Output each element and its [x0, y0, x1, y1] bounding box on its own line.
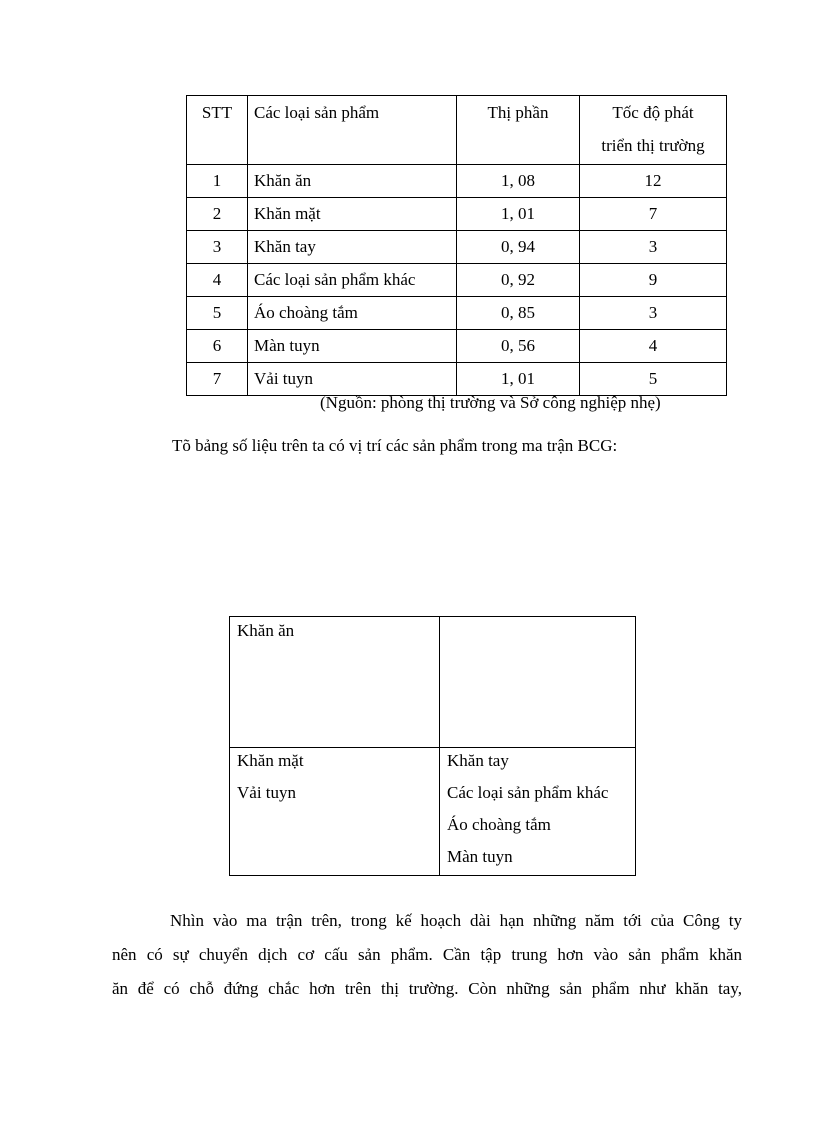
cell-market-growth: 3 [580, 231, 727, 264]
quadrant-item: Khăn mặt [237, 751, 304, 770]
cell-product-name: Khăn tay [248, 231, 457, 264]
cell-product-name: Màn tuyn [248, 330, 457, 363]
bcg-matrix [229, 616, 636, 876]
cell-market-share: 1, 08 [457, 165, 580, 198]
quadrant-item: Khăn ăn [237, 621, 295, 640]
header-market-share: Thị phần [457, 96, 580, 165]
header-market-growth [580, 96, 727, 165]
quadrant-item: Khăn tay [447, 751, 509, 770]
cell-market-growth: 4 [580, 330, 727, 363]
cell-market-growth: 7 [580, 198, 727, 231]
table-row [187, 198, 727, 231]
quadrant-bottom-right [447, 745, 608, 873]
cell-market-share: 1, 01 [457, 198, 580, 231]
matrix-vertical-divider [439, 617, 440, 875]
cell-market-growth: 12 [580, 165, 727, 198]
source-note: (Nguồn: phòng thị trường và Sở công nghiệp nhẹ) [320, 393, 661, 412]
cell-stt: 7 [187, 363, 248, 396]
cell-stt: 1 [187, 165, 248, 198]
cell-stt: 2 [187, 198, 248, 231]
cell-stt: 6 [187, 330, 248, 363]
quadrant-top-left [237, 615, 294, 647]
table-row [187, 363, 727, 396]
cell-product-name: Áo choàng tắm [248, 297, 457, 330]
quadrant-bottom-left [237, 745, 304, 809]
paragraph-line: ăn để có chỗ đứng chắc hơn trên thị trường. Còn những sản phẩm như khăn tay, [112, 979, 742, 998]
header-growth-line2: triển thị trường [601, 136, 705, 155]
cell-market-share: 0, 85 [457, 297, 580, 330]
header-growth-line1: Tốc độ phát [612, 103, 694, 122]
cell-market-share: 1, 01 [457, 363, 580, 396]
table-row [187, 264, 727, 297]
header-stt: STT [187, 96, 248, 165]
cell-stt: 5 [187, 297, 248, 330]
intro-text: Tõ bảng số liệu trên ta có vị trí các sản phẩm trong ma trận BCG: [172, 436, 618, 455]
table-header-row [187, 96, 727, 165]
cell-product-name: Khăn mặt [248, 198, 457, 231]
cell-market-share: 0, 94 [457, 231, 580, 264]
paragraph-line: nên có sự chuyển dịch cơ cấu sản phẩm. Cần tập trung hơn vào sản phẩm khăn [112, 945, 742, 964]
cell-market-growth: 3 [580, 297, 727, 330]
cell-market-share: 0, 92 [457, 264, 580, 297]
body-paragraph [112, 904, 742, 1006]
header-product-type: Các loại sản phẩm [248, 96, 457, 165]
cell-market-growth: 5 [580, 363, 727, 396]
product-data-table [186, 95, 727, 396]
quadrant-item: Vải tuyn [237, 783, 297, 802]
quadrant-item: Áo choàng tắm [447, 815, 551, 834]
cell-market-growth: 9 [580, 264, 727, 297]
cell-stt: 4 [187, 264, 248, 297]
table-row [187, 165, 727, 198]
cell-stt: 3 [187, 231, 248, 264]
quadrant-item: Màn tuyn [447, 847, 513, 866]
cell-product-name: Khăn ăn [248, 165, 457, 198]
table-row [187, 330, 727, 363]
table-row [187, 297, 727, 330]
quadrant-item: Các loại sản phẩm khác [447, 783, 609, 802]
cell-product-name: Các loại sản phẩm khác [248, 264, 457, 297]
cell-market-share: 0, 56 [457, 330, 580, 363]
cell-product-name: Vải tuyn [248, 363, 457, 396]
table-row [187, 231, 727, 264]
paragraph-line: Nhìn vào ma trận trên, trong kế hoạch dài hạn những năm tới của Công ty [170, 911, 742, 930]
